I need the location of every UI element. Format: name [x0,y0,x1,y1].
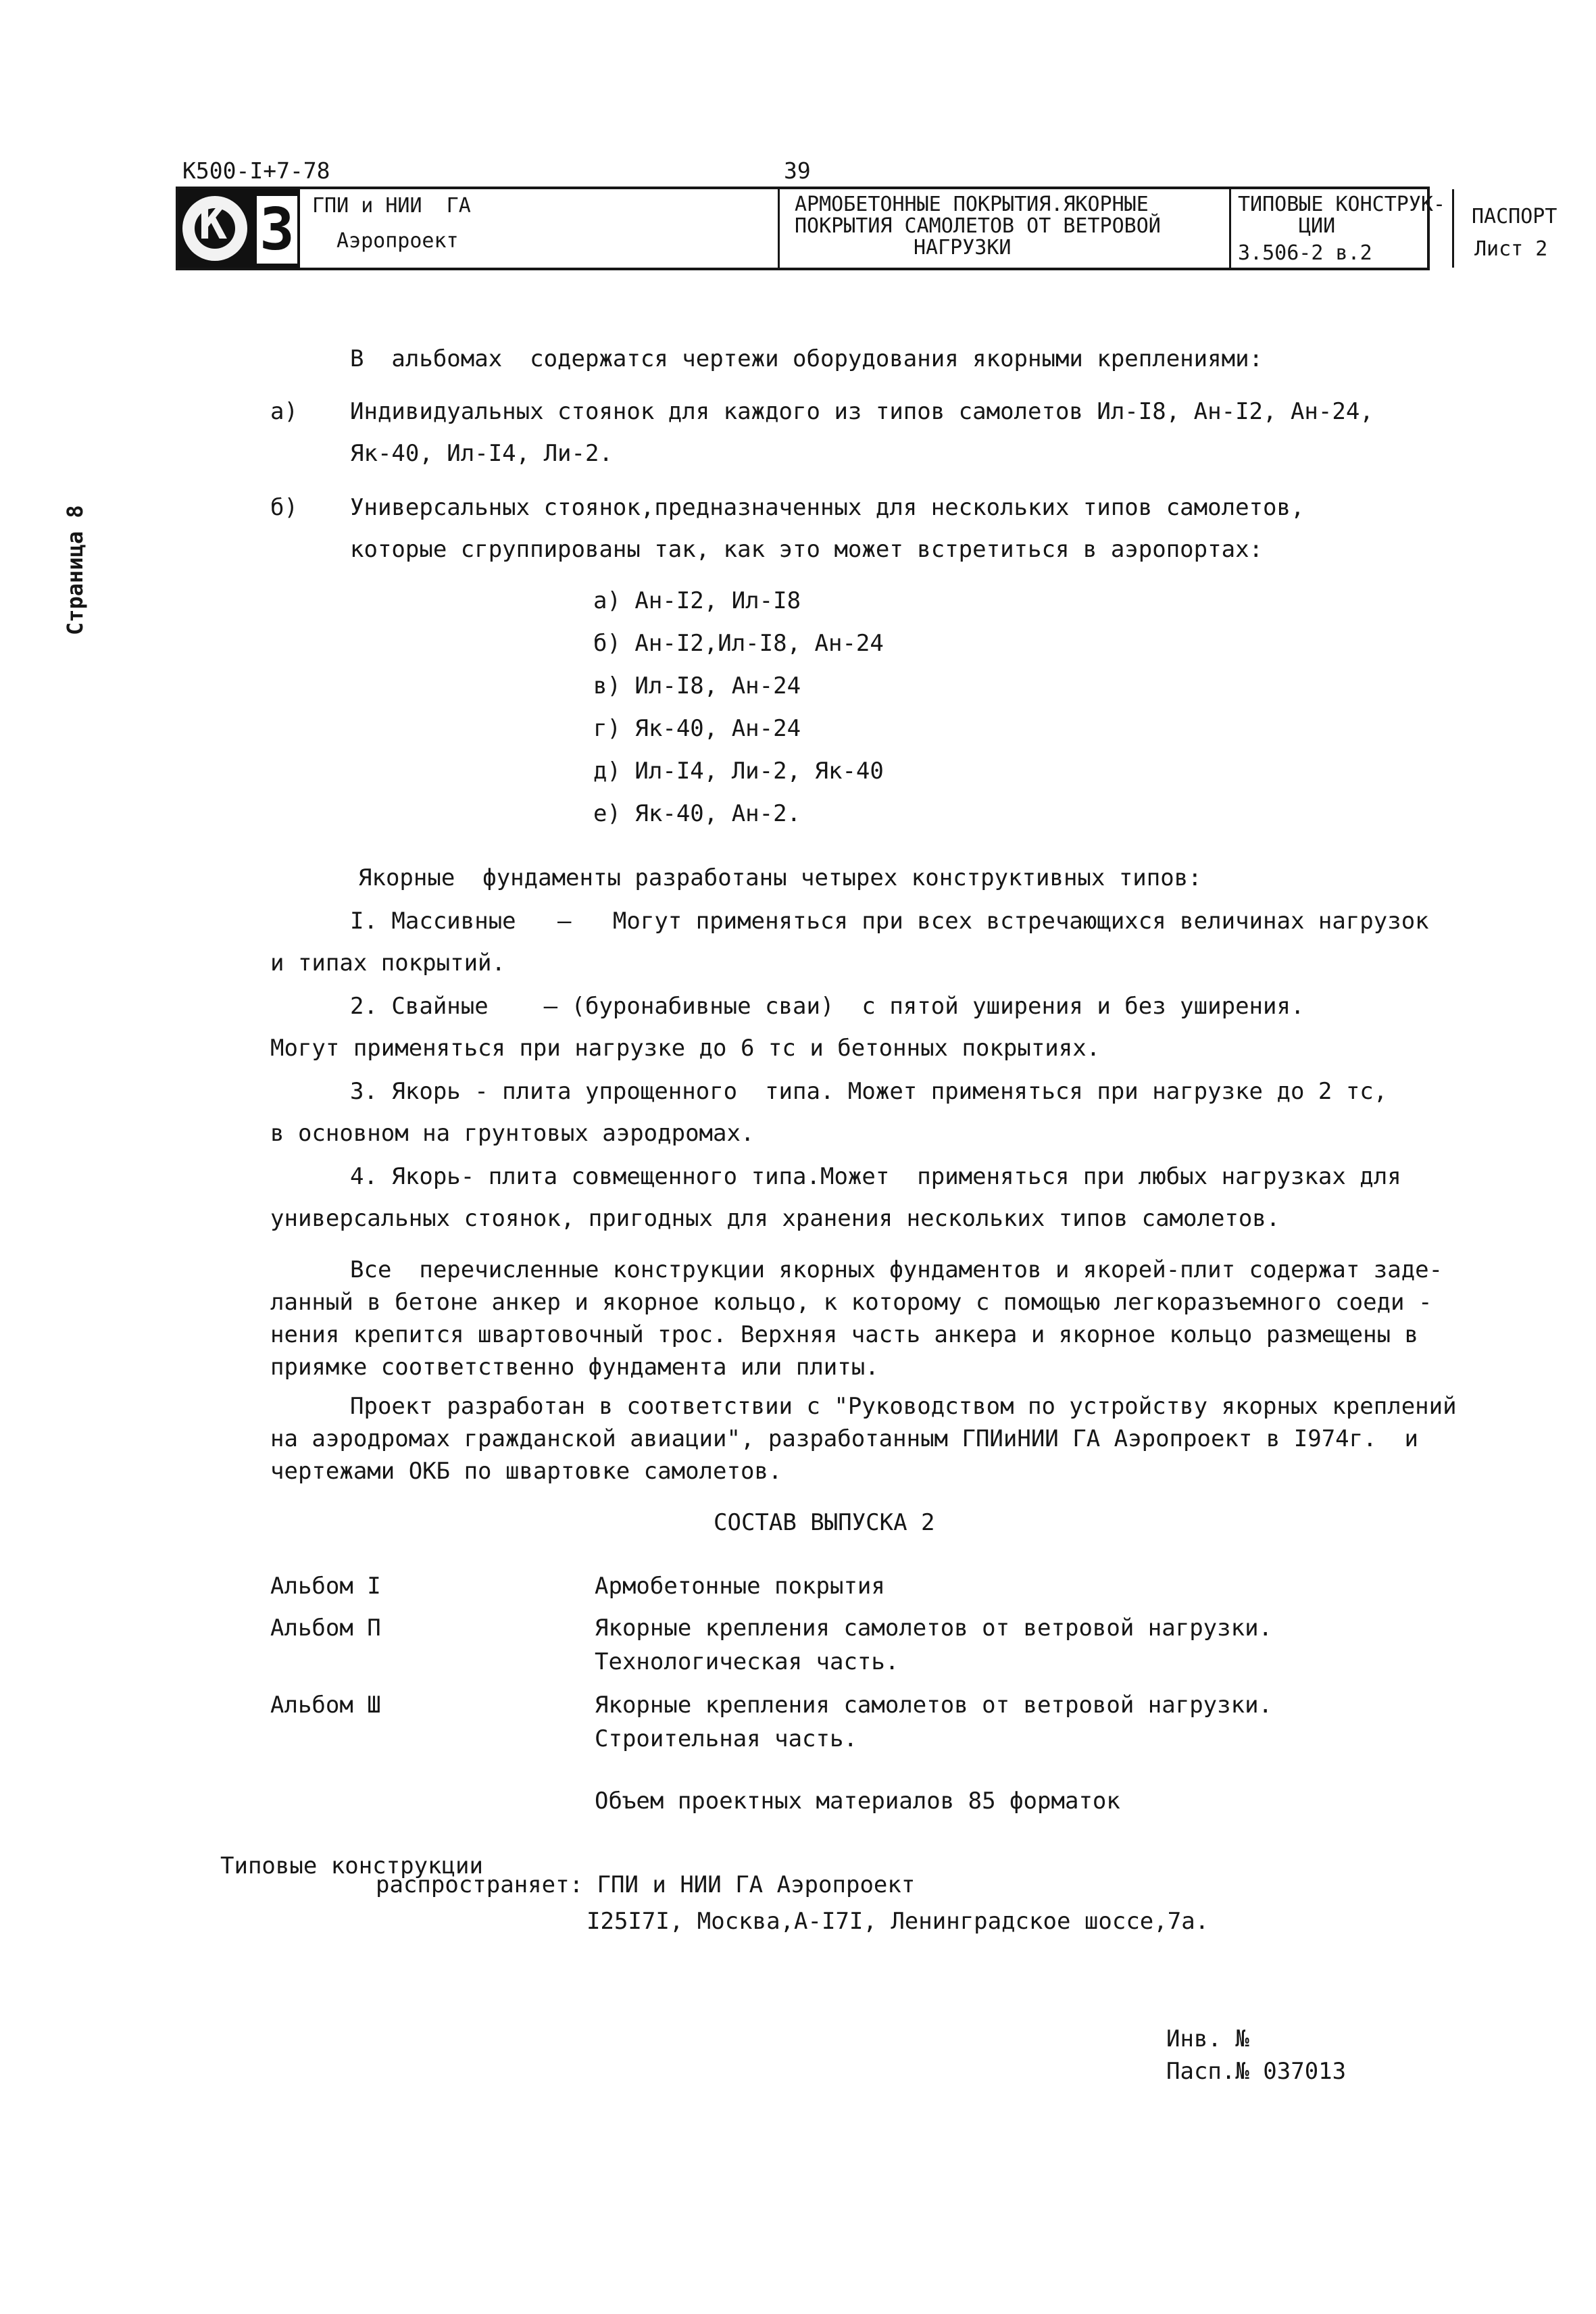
aircraft-group: г) Як-40, Ан-24 [593,715,801,742]
sheet-number: Лист 2 [1474,237,1548,261]
aircraft-group: в) Ил-І8, Ан-24 [593,672,801,699]
logo [178,189,300,268]
paragraph-line: нения крепится швартовочный трос. Верхняя часть анкера и якорное кольцо размещены в [270,1321,1418,1348]
aircraft-group: а) Ан-І2, Ил-І8 [593,587,801,614]
album-name: Альбом Ш [270,1692,381,1719]
foundations-heading: Якорные фундаменты разработаны четырех конструктивных типов: [358,864,1202,891]
paragraph-line: на аэродромах гражданской авиации", разработанным ГПИиНИИ ГА Аэропроект в І974г. и [270,1425,1418,1452]
aircraft-group: д) Ил-І4, Ли-2, Як-40 [593,758,884,785]
album-name: Альбом І [270,1573,381,1600]
page-number: 39 [784,157,811,184]
series-line: ЦИИ [1299,214,1336,238]
foundation-line: и типах покрытий. [270,950,505,977]
foundation-line: в основном на грунтовых аэродромах. [270,1120,755,1147]
organization-sub: Аэропроект [336,229,459,253]
volume-note: Объем проектных материалов 85 форматок [595,1788,1120,1815]
album-description: Технологическая часть. [595,1648,899,1675]
subject-line: ПОКРЫТИЯ САМОЛЕТОВ ОТ ВЕТРОВОЙ [795,214,1161,238]
list-item-line: Индивидуальных стоянок для каждого из типов самолетов Ил-І8, Ан-І2, Ан-24, [350,398,1374,425]
aircraft-group: е) Як-40, Ан-2. [593,800,801,827]
list-marker: а) [270,398,298,425]
organization-name: ГПИ и НИИ ГА [312,194,471,218]
distribution-address: І25І7І, Москва,А-І7І, Ленинградское шоссе,7а. [587,1908,1210,1935]
inventory-number: Инв. № [1166,2025,1249,2052]
series-number: 3.506-2 в.2 [1238,241,1372,265]
list-item-line: Универсальных стоянок,предназначенных для нескольких типов самолетов, [350,494,1305,521]
album-description: Строительная часть. [595,1725,857,1752]
title-block [176,187,1557,270]
album-description: Армобетонные покрытия [595,1573,885,1600]
distribution-org: распространяет: ГПИ и НИИ ГА Аэропроект [376,1871,916,1898]
doc-type-cell [1454,189,1596,268]
foundation-line: 3. Якорь - плита упрощенного типа. Может применяться при нагрузке до 2 тс, [350,1078,1388,1105]
album-name: Альбом П [270,1615,381,1642]
series-cell [1231,189,1454,268]
list-item-line: Як-40, Ил-І4, Ли-2. [350,440,613,467]
paragraph-line: чертежами ОКБ по швартовке самолетов. [270,1458,782,1485]
album-description: Якорные крепления самолетов от ветровой нагрузки. [595,1692,1273,1719]
subject-line: НАГРУЗКИ [914,236,1012,260]
paragraph-line: ланный в бетоне анкер и якорное кольцо, к которому с помощью легкоразъемного соеди - [270,1289,1432,1316]
foundation-line: универсальных стоянок, пригодных для хранения нескольких типов самолетов. [270,1205,1280,1232]
paragraph-line: Проект разработан в соответствии с "Руководством по устройству якорных креплений [350,1393,1457,1420]
album-description: Якорные крепления самолетов от ветровой нагрузки. [595,1615,1273,1642]
paragraph-line: приямке соответственно фундамента или плиты. [270,1354,879,1381]
foundation-line: 4. Якорь- плита совмещенного типа.Может применяться при любых нагрузках для [350,1163,1401,1190]
organization-cell [300,189,780,268]
passport-number: Пасп.№ 037013 [1166,2058,1347,2085]
logo-number: 3 [257,196,297,264]
logo-letters: K [199,195,228,250]
subject-cell [780,189,1231,268]
side-page-label: Страница 8 [62,505,88,635]
list-item-line: которые сгруппированы так, как это может встретиться в аэропортах: [350,536,1264,563]
aircraft-group: б) Ан-І2,Ил-І8, Ан-24 [593,630,884,657]
series-line: ТИПОВЫЕ КОНСТРУК- [1238,193,1446,216]
intro-text: В альбомах содержатся чертежи оборудования якорными креплениями: [350,345,1264,372]
document-code: К500-І+7-78 [182,157,330,184]
foundation-line: І. Массивные — Могут применяться при всех встречающихся величинах нагрузок [350,908,1429,935]
distribution-label: Типовые конструкции [220,1852,483,1879]
doc-type: ПАСПОРТ [1472,205,1557,228]
list-marker: б) [270,494,298,521]
subject-line: АРМОБЕТОННЫЕ ПОКРЫТИЯ.ЯКОРНЫЕ [795,193,1149,216]
foundation-line: 2. Свайные — (буронабивные сваи) с пятой уширения и без уширения. [350,993,1305,1020]
paragraph-line: Все перечисленные конструкции якорных фундаментов и якорей-плит содержат заде- [350,1256,1443,1283]
composition-title: СОСТАВ ВЫПУСКА 2 [714,1509,935,1536]
foundation-line: Могут применяться при нагрузке до 6 тс и бетонных покрытиях. [270,1035,1101,1062]
